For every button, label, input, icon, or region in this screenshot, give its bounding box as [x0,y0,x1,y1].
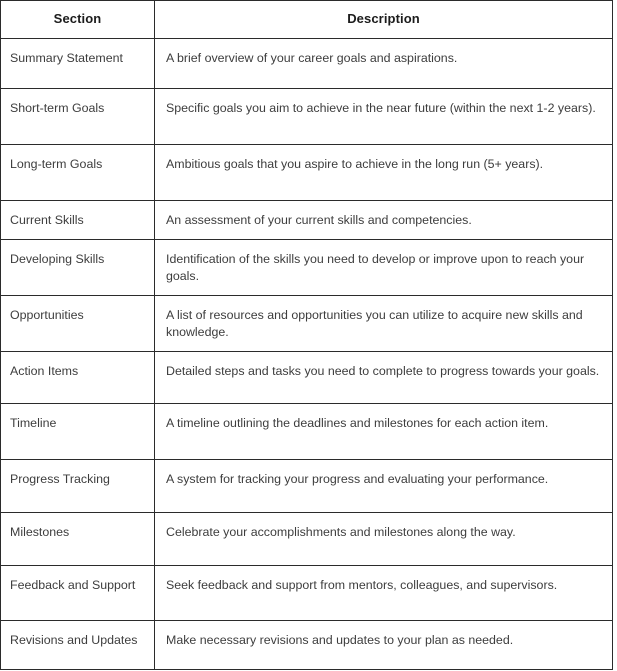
table-row [1,513,613,566]
table-cell-description: Make necessary revisions and updates to your plan as needed. [155,621,613,670]
table-cell-description: Ambitious goals that you aspire to achieve in the long run (5+ years). [155,145,613,201]
table-cell-description: Identification of the skills you need to develop or improve upon to reach your goals. [155,240,613,296]
table-cell-section: Feedback and Support [1,566,155,621]
table-row [1,566,613,621]
table-cell-section: Current Skills [1,201,155,240]
column-header-section: Section [1,1,155,39]
table-row [1,621,613,670]
table-cell-section: Summary Statement [1,39,155,89]
table-cell-description: Seek feedback and support from mentors, colleagues, and supervisors. [155,566,613,621]
table-cell-section: Developing Skills [1,240,155,296]
table-cell-description: A list of resources and opportunities you can utilize to acquire new skills and knowledge. [155,296,613,352]
table-row [1,296,613,352]
table-row [1,240,613,296]
table-cell-section: Progress Tracking [1,460,155,513]
column-header-description: Description [155,1,613,39]
table-row [1,39,613,89]
table-body [1,39,613,670]
table-cell-section: Short-term Goals [1,89,155,145]
table-row [1,89,613,145]
table-row [1,145,613,201]
table-cell-section: Revisions and Updates [1,621,155,670]
table-header [1,1,613,39]
table-cell-section: Timeline [1,404,155,460]
table-header-row [1,1,613,39]
table-row [1,460,613,513]
table-row [1,404,613,460]
table-cell-section: Opportunities [1,296,155,352]
table-cell-section: Long-term Goals [1,145,155,201]
table-cell-section: Action Items [1,352,155,404]
table-cell-section: Milestones [1,513,155,566]
table-row [1,352,613,404]
table-cell-description: A brief overview of your career goals and aspirations. [155,39,613,89]
table-cell-description: Detailed steps and tasks you need to complete to progress towards your goals. [155,352,613,404]
table-row [1,201,613,240]
table-cell-description: An assessment of your current skills and competencies. [155,201,613,240]
table-cell-description: A system for tracking your progress and evaluating your performance. [155,460,613,513]
table-cell-description: Specific goals you aim to achieve in the near future (within the next 1-2 years). [155,89,613,145]
table-cell-description: A timeline outlining the deadlines and milestones for each action item. [155,404,613,460]
table-cell-description: Celebrate your accomplishments and milestones along the way. [155,513,613,566]
